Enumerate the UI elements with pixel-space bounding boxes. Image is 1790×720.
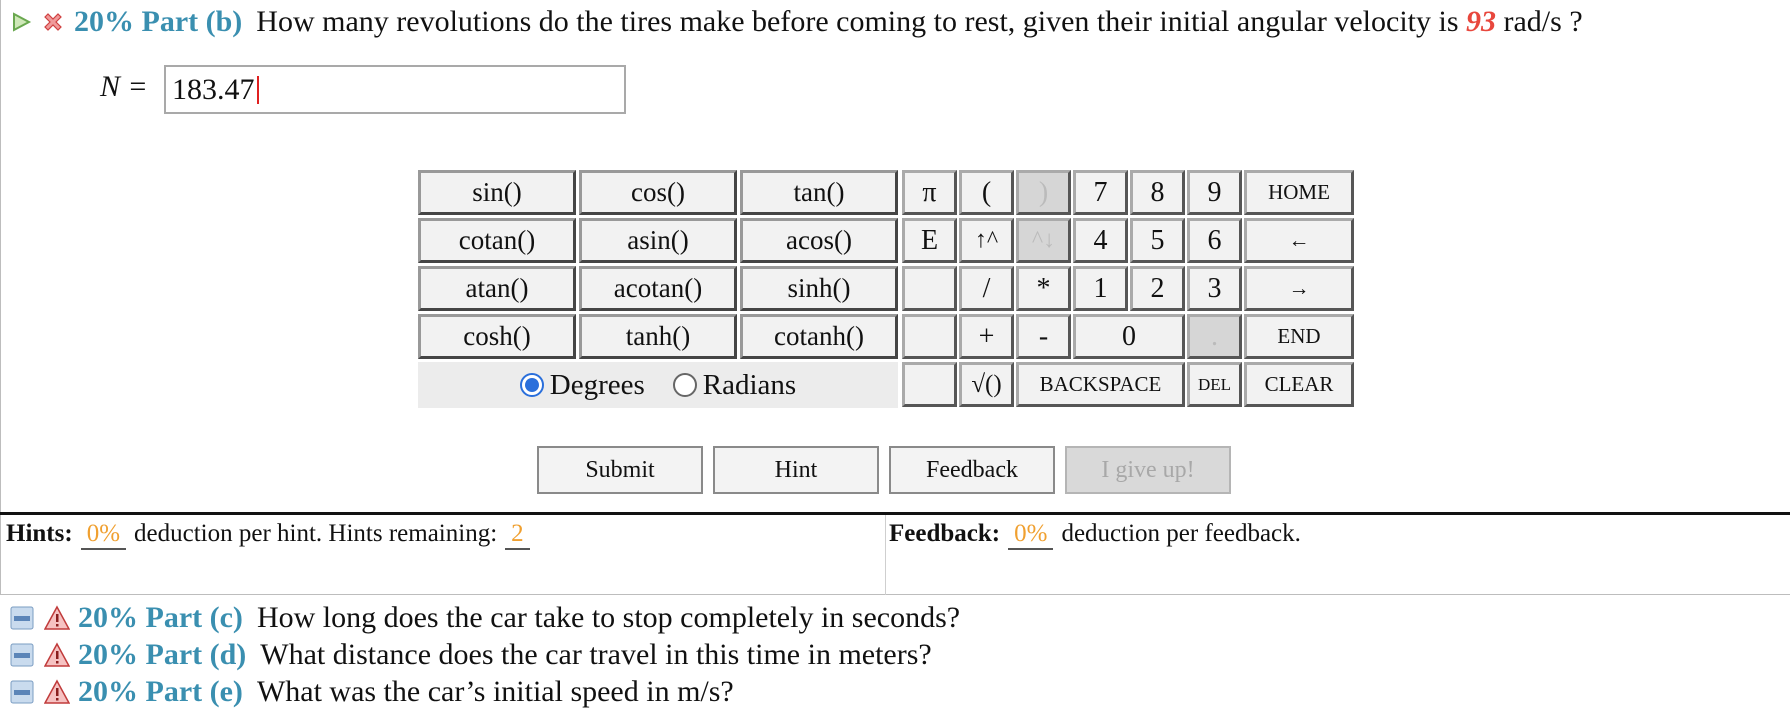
feedback-deduction: 0% bbox=[1008, 520, 1053, 550]
del-button[interactable]: DEL bbox=[1187, 362, 1242, 407]
three-button[interactable]: 3 bbox=[1187, 266, 1242, 311]
panel-split-line bbox=[885, 515, 886, 595]
seven-button[interactable]: 7 bbox=[1073, 170, 1128, 215]
tanh-button[interactable]: tanh() bbox=[579, 314, 737, 359]
warning-icon bbox=[44, 642, 70, 668]
acos-button[interactable]: acos() bbox=[740, 218, 898, 263]
blank-key-2 bbox=[902, 314, 957, 359]
right-arrow-button[interactable]: → bbox=[1244, 266, 1354, 311]
multiply-button[interactable]: * bbox=[1016, 266, 1071, 311]
nine-button[interactable]: 9 bbox=[1187, 170, 1242, 215]
up-caret-button[interactable]: ↑^ bbox=[959, 218, 1014, 263]
two-button[interactable]: 2 bbox=[1130, 266, 1185, 311]
play-icon[interactable] bbox=[10, 11, 32, 33]
part-d-question: What distance does the car travel in this time in meters? bbox=[260, 638, 932, 671]
answer-value: 183.47 bbox=[172, 72, 255, 106]
hint-button[interactable]: Hint bbox=[713, 446, 879, 494]
acotan-button[interactable]: acotan() bbox=[579, 266, 737, 311]
cos-button[interactable]: cos() bbox=[579, 170, 737, 215]
cotan-button[interactable]: cotan() bbox=[418, 218, 576, 263]
part-b-percent-label: 20% Part (b) bbox=[74, 5, 243, 38]
home-button[interactable]: HOME bbox=[1244, 170, 1354, 215]
feedback-info: Feedback: 0% deduction per feedback. bbox=[889, 520, 1301, 550]
open-paren-button[interactable]: ( bbox=[959, 170, 1014, 215]
submit-button[interactable]: Submit bbox=[537, 446, 703, 494]
decimal-button[interactable]: . bbox=[1187, 314, 1242, 359]
expand-icon[interactable] bbox=[10, 606, 34, 630]
e-button[interactable]: E bbox=[902, 218, 957, 263]
part-d-row[interactable]: 20% Part (d) What distance does the car travel in this time in meters? bbox=[10, 637, 932, 673]
incorrect-x-icon bbox=[40, 9, 66, 35]
angular-velocity-value: 93 bbox=[1466, 5, 1496, 38]
four-button[interactable]: 4 bbox=[1073, 218, 1128, 263]
warning-icon bbox=[44, 605, 70, 631]
clear-button[interactable]: CLEAR bbox=[1244, 362, 1354, 407]
cotanh-button[interactable]: cotanh() bbox=[740, 314, 898, 359]
blank-key-1 bbox=[902, 266, 957, 311]
backspace-button[interactable]: BACKSPACE bbox=[1016, 362, 1185, 407]
expand-icon[interactable] bbox=[10, 680, 34, 704]
feedback-button[interactable]: Feedback bbox=[889, 446, 1055, 494]
frame-border bbox=[0, 0, 1, 595]
answer-label: N = bbox=[100, 70, 148, 103]
degrees-radio[interactable] bbox=[520, 373, 544, 397]
minus-button[interactable]: - bbox=[1016, 314, 1071, 359]
pi-button[interactable]: π bbox=[902, 170, 957, 215]
part-e-question: What was the car’s initial speed in m/s? bbox=[256, 675, 734, 708]
divide-button[interactable]: / bbox=[959, 266, 1014, 311]
zero-button[interactable]: 0 bbox=[1073, 314, 1185, 359]
part-e-row[interactable]: 20% Part (e) What was the car’s initial speed in m/s? bbox=[10, 674, 734, 710]
radians-option[interactable]: Radians bbox=[673, 369, 796, 402]
sqrt-button[interactable]: √() bbox=[959, 362, 1014, 407]
sin-button[interactable]: sin() bbox=[418, 170, 576, 215]
hint-deduction: 0% bbox=[81, 520, 126, 550]
sinh-button[interactable]: sinh() bbox=[740, 266, 898, 311]
atan-button[interactable]: atan() bbox=[418, 266, 576, 311]
text-caret bbox=[257, 76, 259, 104]
expand-icon[interactable] bbox=[10, 643, 34, 667]
one-button[interactable]: 1 bbox=[1073, 266, 1128, 311]
angle-mode-selector bbox=[418, 362, 898, 408]
degrees-option[interactable]: Degrees bbox=[520, 369, 645, 402]
part-c-row[interactable]: 20% Part (c) How long does the car take to stop completely in seconds? bbox=[10, 600, 960, 636]
five-button[interactable]: 5 bbox=[1130, 218, 1185, 263]
hints-remaining: 2 bbox=[505, 520, 530, 550]
tan-button[interactable]: tan() bbox=[740, 170, 898, 215]
radians-radio[interactable] bbox=[673, 373, 697, 397]
answer-input[interactable] bbox=[164, 65, 626, 114]
close-paren-button[interactable]: ) bbox=[1016, 170, 1071, 215]
cosh-button[interactable]: cosh() bbox=[418, 314, 576, 359]
left-arrow-button[interactable]: ← bbox=[1244, 218, 1354, 263]
function-keypad bbox=[418, 170, 902, 408]
part-b-header bbox=[10, 2, 1583, 42]
asin-button[interactable]: asin() bbox=[579, 218, 737, 263]
eight-button[interactable]: 8 bbox=[1130, 170, 1185, 215]
caret-down-button[interactable]: ^↓ bbox=[1016, 218, 1071, 263]
plus-button[interactable]: + bbox=[959, 314, 1014, 359]
hints-info: Hints: 0% deduction per hint. Hints remaining: 2 bbox=[6, 520, 538, 550]
give-up-button[interactable]: I give up! bbox=[1065, 446, 1231, 494]
blank-key-3 bbox=[902, 362, 957, 407]
end-button[interactable]: END bbox=[1244, 314, 1354, 359]
warning-icon bbox=[44, 679, 70, 705]
six-button[interactable]: 6 bbox=[1187, 218, 1242, 263]
part-c-question: How long does the car take to stop completely in seconds? bbox=[256, 601, 961, 634]
part-b-question: How many revolutions do the tires make before coming to rest, given their initial angular velocity is 93 rad/s ? bbox=[256, 5, 1583, 38]
